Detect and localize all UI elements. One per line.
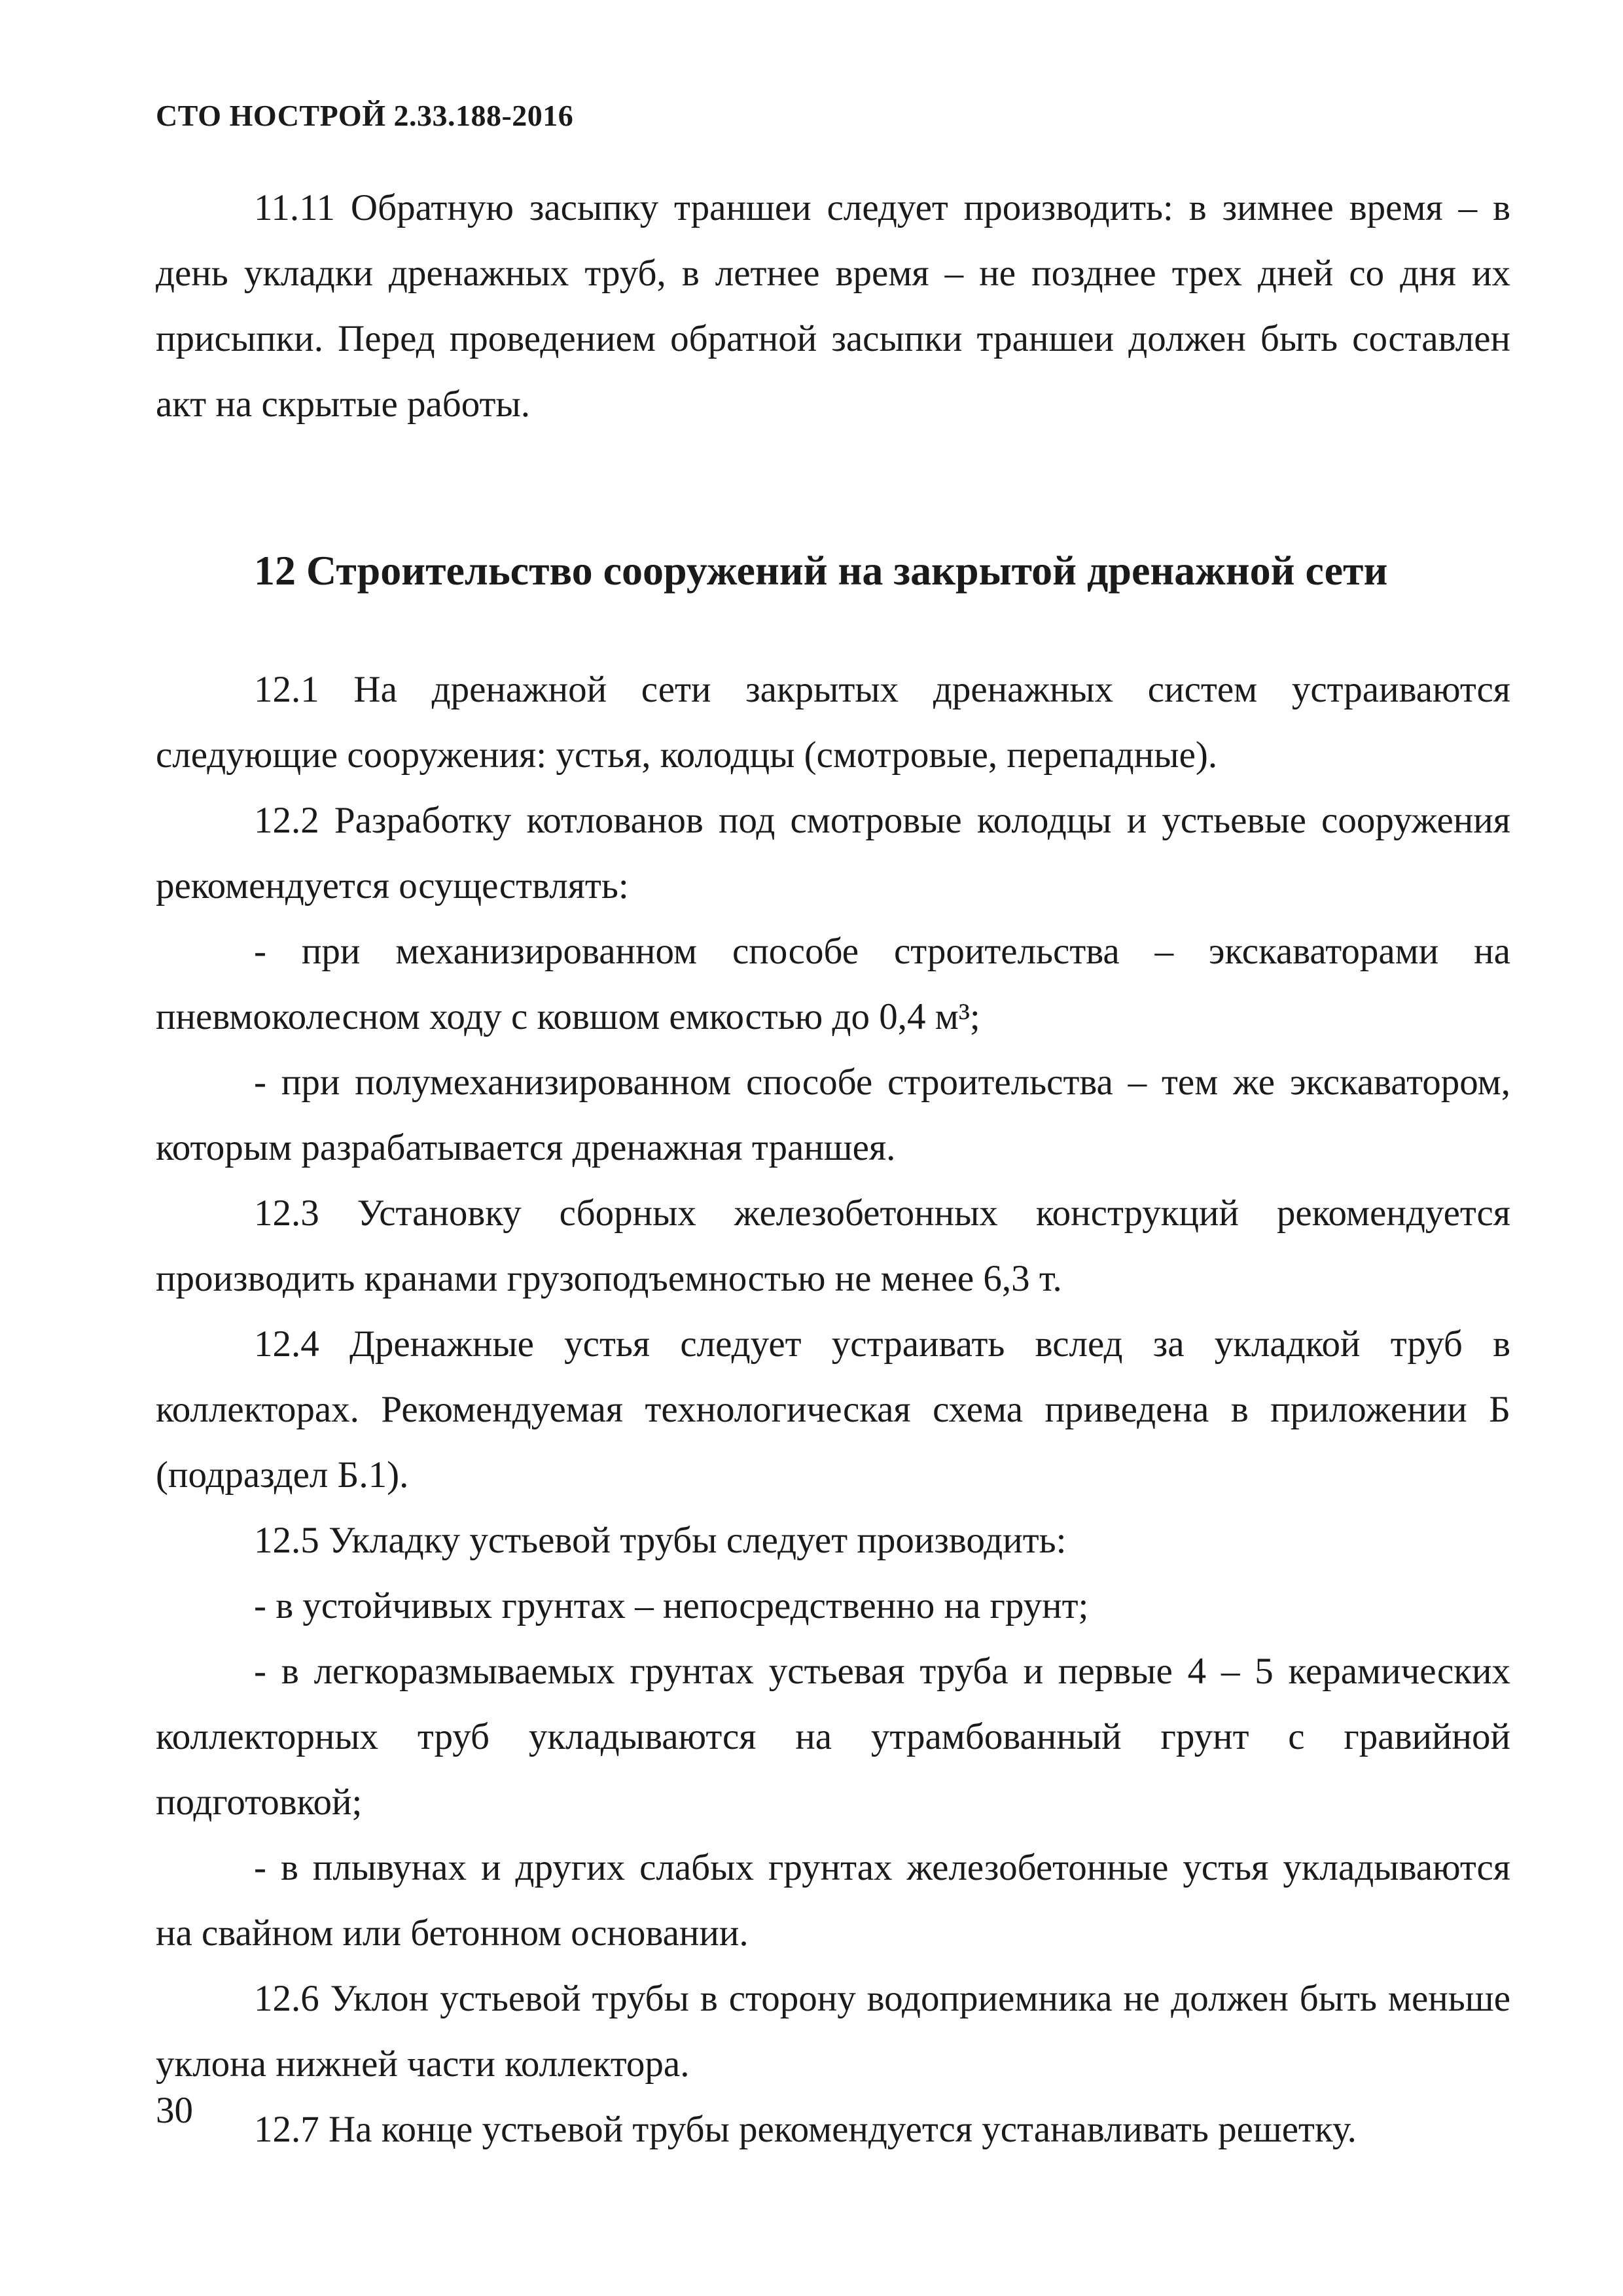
section-heading: 12 Строительство сооружений на закрытой дренажной сети — [254, 547, 1388, 594]
paragraph-12-5: 12.5 Укладку устьевой трубы следует производить: — [254, 1520, 1067, 1561]
running-header: СТО НОСТРОЙ 2.33.188-2016 — [156, 99, 574, 132]
list-item-erodible-soils: - в легкоразмываемых грунтах устьевая труба и первые 4 – 5 керамических коллекторных труб укладываются на утрамбованный грунт с гравийной подготовкой; — [156, 1651, 1510, 1823]
paragraph-12-2: 12.2 Разработку котлованов под смотровые колодцы и устьевые сооружения рекомендуется осуществлять: — [156, 800, 1510, 906]
paragraph-12-4: 12.4 Дренажные устья следует устраивать вслед за укладкой труб в коллекторах. Рекомендуемая технологическая схема приведена в приложении Б (подраздел Б.1). — [156, 1323, 1510, 1496]
intro-text-block — [156, 175, 1510, 437]
list-item-quicksand: - в плывунах и других слабых грунтах железобетонные устья укладываются на свайном или бетонном основании. — [156, 1847, 1510, 1954]
paragraph-12-6: 12.6 Уклон устьевой трубы в сторону водоприемника не должен быть меньше уклона нижней части коллектора. — [156, 1978, 1510, 2085]
page-number: 30 — [156, 2090, 193, 2131]
section-text-block — [156, 657, 1510, 2162]
list-item-mechanized: - при механизированном способе строительства – экскаваторами на пневмоколесном ходу с ковшом емкостью до 0,4 м³; — [156, 931, 1510, 1037]
paragraph-12-3: 12.3 Установку сборных железобетонных конструкций рекомендуется производить кранами грузоподъемностью не менее 6,3 т. — [156, 1193, 1510, 1299]
paragraph-11-11: 11.11 Обратную засыпку траншеи следует производить: в зимнее время – в день укладки дренажных труб, в летнее время – не позднее трех дней со дня их присыпки. Перед проведением обратной засыпки траншеи должен быть составлен акт на скрытые работы. — [156, 187, 1510, 425]
paragraph-12-1: 12.1 На дренажной сети закрытых дренажных систем устраиваются следующие сооружения: устья, колодцы (смотровые, перепадные). — [156, 669, 1510, 776]
list-item-stable-soils: - в устойчивых грунтах – непосредственно на грунт; — [254, 1585, 1089, 1626]
paragraph-12-7: 12.7 На конце устьевой трубы рекомендуется устанавливать решетку. — [254, 2109, 1357, 2150]
list-item-semi-mechanized: - при полумеханизированном способе строительства – тем же экскаватором, которым разрабатывается дренажная траншея. — [156, 1062, 1510, 1168]
